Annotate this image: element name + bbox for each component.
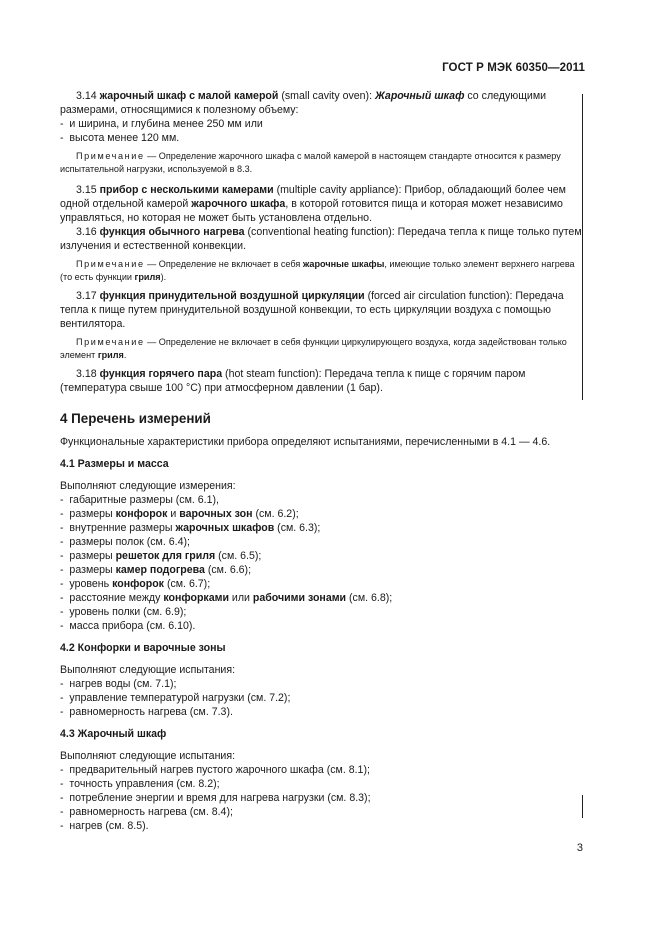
- list-item: - предварительный нагрев пустого жарочного шкафа (см. 8.1);: [60, 764, 370, 776]
- list-item: - равномерность нагрева (см. 8.4);: [60, 806, 233, 818]
- list-item: - уровень конфорок (см. 6.7);: [60, 578, 211, 590]
- list-item: - размеры камер подогрева (см. 6.6);: [60, 564, 252, 576]
- page-content: [60, 89, 583, 833]
- definition-3-14: 3.14 жарочный шкаф с малой камерой (small cavity oven): Жарочный шкаф со следующими размерами, относящимися к полезному объему:: [60, 90, 547, 116]
- note-3-16: Примечание — Определение не включает в себя жарочные шкафы, имеющие только элемент верхнего нагрева (то есть функции гриля).: [60, 259, 575, 282]
- list-item: - масса прибора (см. 6.10).: [60, 620, 196, 632]
- list-lead: Выполняют следующие испытания:: [60, 664, 236, 676]
- list-item: - размеры конфорок и варочных зон (см. 6.2);: [60, 508, 299, 520]
- definition-3-17: 3.17 функция принудительной воздушной циркуляции (forced air circulation function): Передача тепла к пище путем принудительной воздушной конвекции, то есть циркуляции воздуха с помощью вентилятора.: [60, 290, 564, 330]
- note-3-17: Примечание — Определение не включает в себя функции циркулирующего воздуха, когда задействован только элемент гриля.: [60, 337, 567, 360]
- page-number: 3: [576, 842, 583, 854]
- list-lead: Выполняют следующие измерения:: [60, 480, 236, 492]
- list-item: - высота менее 120 мм.: [60, 132, 180, 144]
- list-item: - уровень полки (см. 6.9);: [60, 606, 187, 618]
- list-item: - внутренние размеры жарочных шкафов (см. 6.3);: [60, 522, 321, 534]
- list-item: - точность управления (см. 8.2);: [60, 778, 220, 790]
- list-item: - управление температурой нагрузки (см. 7.2);: [60, 692, 291, 704]
- list-item: - размеры решеток для гриля (см. 6.5);: [60, 550, 262, 562]
- section-4-heading: 4 Перечень измерений: [60, 411, 211, 426]
- subsection-4-1-heading: 4.1 Размеры и масса: [60, 458, 169, 470]
- section-4-intro: Функциональные характеристики прибора определяют испытаниями, перечисленными в 4.1 — 4.6.: [60, 436, 551, 448]
- list-item: - и ширина, и глубина менее 250 мм или: [60, 118, 263, 130]
- list-item: - расстояние между конфорками или рабочими зонами (см. 6.8);: [60, 592, 393, 604]
- note-3-14: Примечание — Определение жарочного шкафа с малой камерой в настоящем стандарте относится к размеру испытательной нагрузки, используемой в 8.3.: [60, 151, 561, 174]
- standard-header: ГОСТ Р МЭК 60350—2011: [442, 62, 585, 74]
- definition-3-16: 3.16 функция обычного нагрева (conventional heating function): Передача тепла к пище только путем излучения и естественной конвекции.: [60, 226, 582, 252]
- list-item: - нагрев воды (см. 7.1);: [60, 678, 177, 690]
- list-item: - размеры полок (см. 6.4);: [60, 536, 190, 548]
- definition-3-18: 3.18 функция горячего пара (hot steam function): Передача тепла к пище с горячим паром (температура свыше 100 °C) при атмосферном давлении (1 бар).: [60, 368, 526, 394]
- list-item: - потребление энергии и время для нагрева нагрузки (см. 8.3);: [60, 792, 371, 804]
- list-item: - нагрев (см. 8.5).: [60, 820, 149, 832]
- subsection-4-2-heading: 4.2 Конфорки и варочные зоны: [60, 642, 226, 654]
- list-item: - габаритные размеры (см. 6.1),: [60, 494, 219, 506]
- list-item: - равномерность нагрева (см. 7.3).: [60, 706, 233, 718]
- definition-3-15: 3.15 прибор с несколькими камерами (multiple cavity appliance): Прибор, обладающий более чем одной отдельной камерой жарочного шкафа, в которой готовится пища и которая может независимо управляться, но которая не может быть установлена отдельно.: [60, 184, 566, 224]
- subsection-4-3-heading: 4.3 Жарочный шкаф: [60, 728, 167, 740]
- list-lead: Выполняют следующие испытания:: [60, 750, 236, 762]
